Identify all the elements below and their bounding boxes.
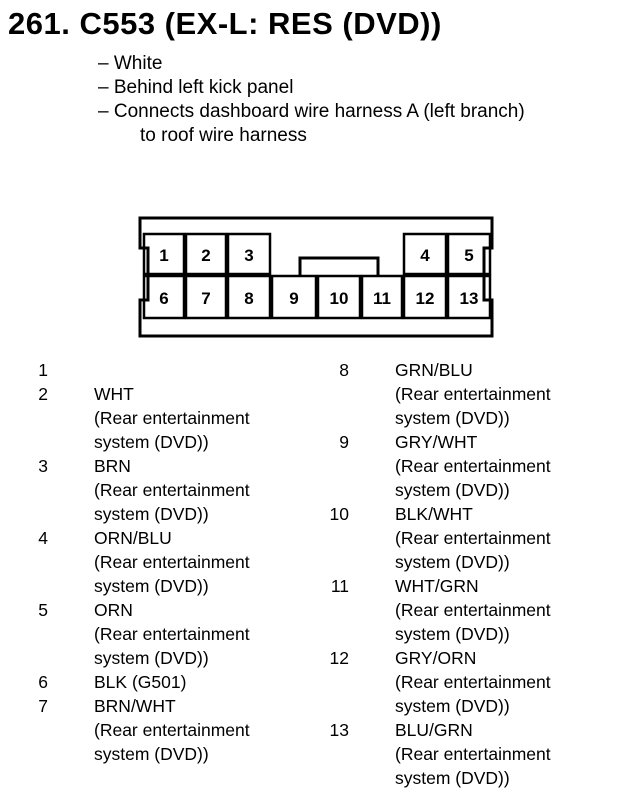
pinout-entry [38, 694, 250, 766]
wire-color: BLK/WHT [395, 504, 473, 524]
wire-color: ORN [94, 600, 133, 620]
pinout-entry [38, 670, 250, 694]
note-text: White [113, 53, 163, 74]
circuit-desc: system (DVD)) [395, 768, 510, 788]
pin-label-6: 6 [159, 289, 169, 308]
circuit-desc: (Rear entertainment [395, 672, 551, 692]
pin-label-5: 5 [464, 246, 474, 265]
wire-color: WHT/GRN [395, 576, 479, 596]
circuit-desc: system (DVD)) [94, 576, 209, 596]
pin-number: 4 [38, 528, 48, 548]
pin-label-2: 2 [201, 246, 211, 265]
pinout-entry [329, 502, 551, 574]
circuit-desc: system (DVD)) [94, 432, 209, 452]
wire-color: WHT [94, 384, 134, 404]
note-continuation: to roof wire harness [140, 125, 307, 146]
pin-label-3: 3 [244, 246, 254, 265]
pin-label-13: 13 [459, 289, 479, 308]
pin-number: 1 [38, 360, 48, 380]
pin-label-1: 1 [159, 246, 169, 265]
pinout-entry [339, 358, 551, 430]
pin-number: 13 [329, 720, 349, 740]
wire-color: GRY/WHT [395, 432, 478, 452]
pin-label-7: 7 [201, 289, 211, 308]
connector-diagram [0, 0, 640, 360]
pin-label-9: 9 [289, 289, 299, 308]
pinout-entry [330, 574, 551, 646]
circuit-desc: system (DVD)) [395, 552, 510, 572]
pinout-entry [329, 718, 551, 790]
wire-color: GRN/BLU [395, 360, 473, 380]
pin-label-11: 11 [373, 289, 391, 308]
circuit-desc: (Rear entertainment [94, 720, 250, 740]
note-text: Connects dashboard wire harness A (left branch) [113, 101, 525, 122]
note-text: Behind left kick panel [113, 77, 294, 98]
pinout-list-left [38, 358, 250, 766]
note-dash: – [98, 53, 109, 74]
wire-color: ORN/BLU [94, 528, 172, 548]
pinout-entry [38, 598, 250, 670]
circuit-desc: system (DVD)) [395, 624, 510, 644]
pinout-entry [38, 382, 250, 454]
pinout-entry [38, 454, 250, 526]
circuit-desc: (Rear entertainment [94, 408, 250, 428]
note-dash: – [98, 77, 109, 98]
pin-number: 7 [38, 696, 48, 716]
pin-label-12: 12 [415, 289, 435, 308]
circuit-desc: (Rear entertainment [395, 384, 551, 404]
wire-color: BLU/GRN [395, 720, 473, 740]
page-title: 261. C553 (EX-L: RES (DVD)) [8, 6, 442, 41]
pin-number: 8 [339, 360, 349, 380]
pinout-list-right [329, 358, 551, 790]
pin-number: 10 [329, 504, 349, 524]
circuit-desc: system (DVD)) [395, 696, 510, 716]
pin-number: 6 [38, 672, 48, 692]
circuit-desc: system (DVD)) [395, 480, 510, 500]
pin-number: 5 [38, 600, 48, 620]
circuit-desc: system (DVD)) [94, 504, 209, 524]
circuit-desc: (Rear entertainment [395, 456, 551, 476]
pin-number: 3 [38, 456, 48, 476]
pin-number: 11 [330, 576, 349, 596]
pin-number: 9 [339, 432, 349, 452]
circuit-desc: (Rear entertainment [395, 528, 551, 548]
circuit-desc: (Rear entertainment [94, 480, 250, 500]
connector-latch [300, 258, 378, 276]
circuit-desc: system (DVD)) [395, 408, 510, 428]
pin-label-4: 4 [420, 246, 430, 265]
wire-color: GRY/ORN [395, 648, 477, 668]
pin-number: 12 [329, 648, 349, 668]
pinout-entry [329, 646, 551, 718]
circuit-desc: system (DVD)) [94, 744, 209, 764]
pinout-entry [339, 430, 551, 502]
circuit-desc: (Rear entertainment [395, 744, 551, 764]
wire-color: BLK (G501) [94, 672, 187, 692]
circuit-desc: system (DVD)) [94, 648, 209, 668]
circuit-desc: (Rear entertainment [395, 600, 551, 620]
circuit-desc: (Rear entertainment [94, 624, 250, 644]
note-dash: – [98, 101, 109, 122]
pin-number: 2 [38, 384, 48, 404]
pinout-entry [38, 358, 250, 382]
pinout-entry [38, 526, 250, 598]
wire-color: BRN [94, 456, 131, 476]
circuit-desc: (Rear entertainment [94, 552, 250, 572]
pin-label-10: 10 [329, 289, 349, 308]
wire-color: BRN/WHT [94, 696, 176, 716]
pin-label-8: 8 [244, 289, 254, 308]
